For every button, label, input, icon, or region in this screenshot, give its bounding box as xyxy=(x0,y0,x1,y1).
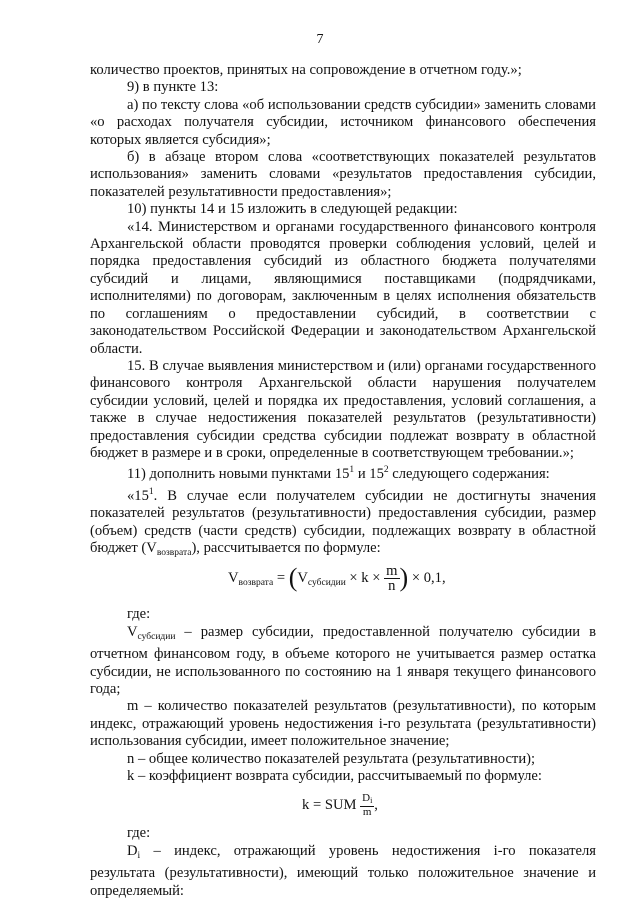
fraction-di-over-m: $\frac{D_i}{m}$ xyxy=(362,792,373,819)
paragraph: n – общее количество показателей результата (результативности); xyxy=(127,750,536,767)
fraction-m-over-n: $\frac{m}{n}$ xyxy=(386,563,398,595)
document-body xyxy=(90,62,596,900)
paragraph: $D_i$ – индекс, отражающий уровень недостижения i-го показателя результата (результативности), имеющий только положительное значение и определяемый: xyxy=(90,842,596,899)
paragraph: где: xyxy=(127,606,151,623)
formula-refund-amount: $V_{возврата} = (V_{субсидии} \times k$ × $\frac{m}{n}$ ) × 0,1, xyxy=(228,563,446,595)
paragraph: k – коэффициент возврата субсидии, рассчитываемый по формуле: xyxy=(127,768,542,785)
paragraph: m – количество показателей результатов (результативности), по которым индекс, отражающий уровень недостижения i-го результата (результативности) использования субсидии, имеет положительное значение; xyxy=(90,698,596,750)
paragraph: «14. Министерством и органами государственного финансового контроля Архангельской области проводятся проверки соблюдения условий, целей и порядка предоставления субсидий из областного бюджета получателями субсидий и лицами, являющимися поставщиками (подрядчиками, исполнителями) по договорам, заключенным в целях исполнения обязательств по соглашениям о предоставлении субсидий, в соответствии с законодательством Российской Федерации и законодательством Архангельской области. xyxy=(90,218,596,357)
paragraph: $V_{субсидии}$ – размер субсидии, предоставленной получателю субсидии в отчетном финансовом году, в объеме которого не учитывается размер остатка субсидии, не использованного по состоянию на 1 января текущего финансового года; xyxy=(90,623,596,697)
paragraph: 9) в пункте 13: xyxy=(127,79,219,96)
paragraph: 15. В случае выявления министерством и (или) органами государственного финансового контроля Архангельской области нарушения получателем субсидии условий, целей и порядка их предоставления, условий соглашения, а также в случае недостижения показателей результатов (результативности) предоставления субсидии средства субсидии подлежат возврату в областной бюджет в размере и в сроки, определенные в соответствующем требовании.»; xyxy=(90,357,596,461)
paragraph: количество проектов, принятых на сопровождение в отчетном году.»; xyxy=(90,62,522,78)
paragraph: а) по тексту слова «об использовании средств субсидии» заменить словами «о расходах получателя субсидии, источником финансового обеспечения которых является субсидия»; xyxy=(90,96,596,148)
paragraph: где: xyxy=(127,825,151,842)
page-number: 7 xyxy=(316,32,324,47)
paragraph: 10) пункты 14 и 15 изложить в следующей редакции: xyxy=(127,201,458,218)
paragraph: «$15^1$. В случае если получателем субсидии не достигнуты значения показателей результатов (результативности) предоставления субсидии, размер (объем) средств (части средств) субсидии, подлежащих возврату в областной бюджет $(V_{возврата})$, рассчитывается по формуле: xyxy=(90,486,596,558)
paragraph: б) в абзаце втором слова «соответствующих показателей результатов использования» заменить словами «результатов предоставления субсидии, показателей результативности предоставления»; xyxy=(90,149,596,200)
formula-refund-coefficient: k = SUM $\frac{D_i}{m}$ , xyxy=(302,792,378,819)
paragraph: 11) дополнить новыми пунктами $15^1$ и $15^2$ следующего содержания: xyxy=(127,465,550,483)
